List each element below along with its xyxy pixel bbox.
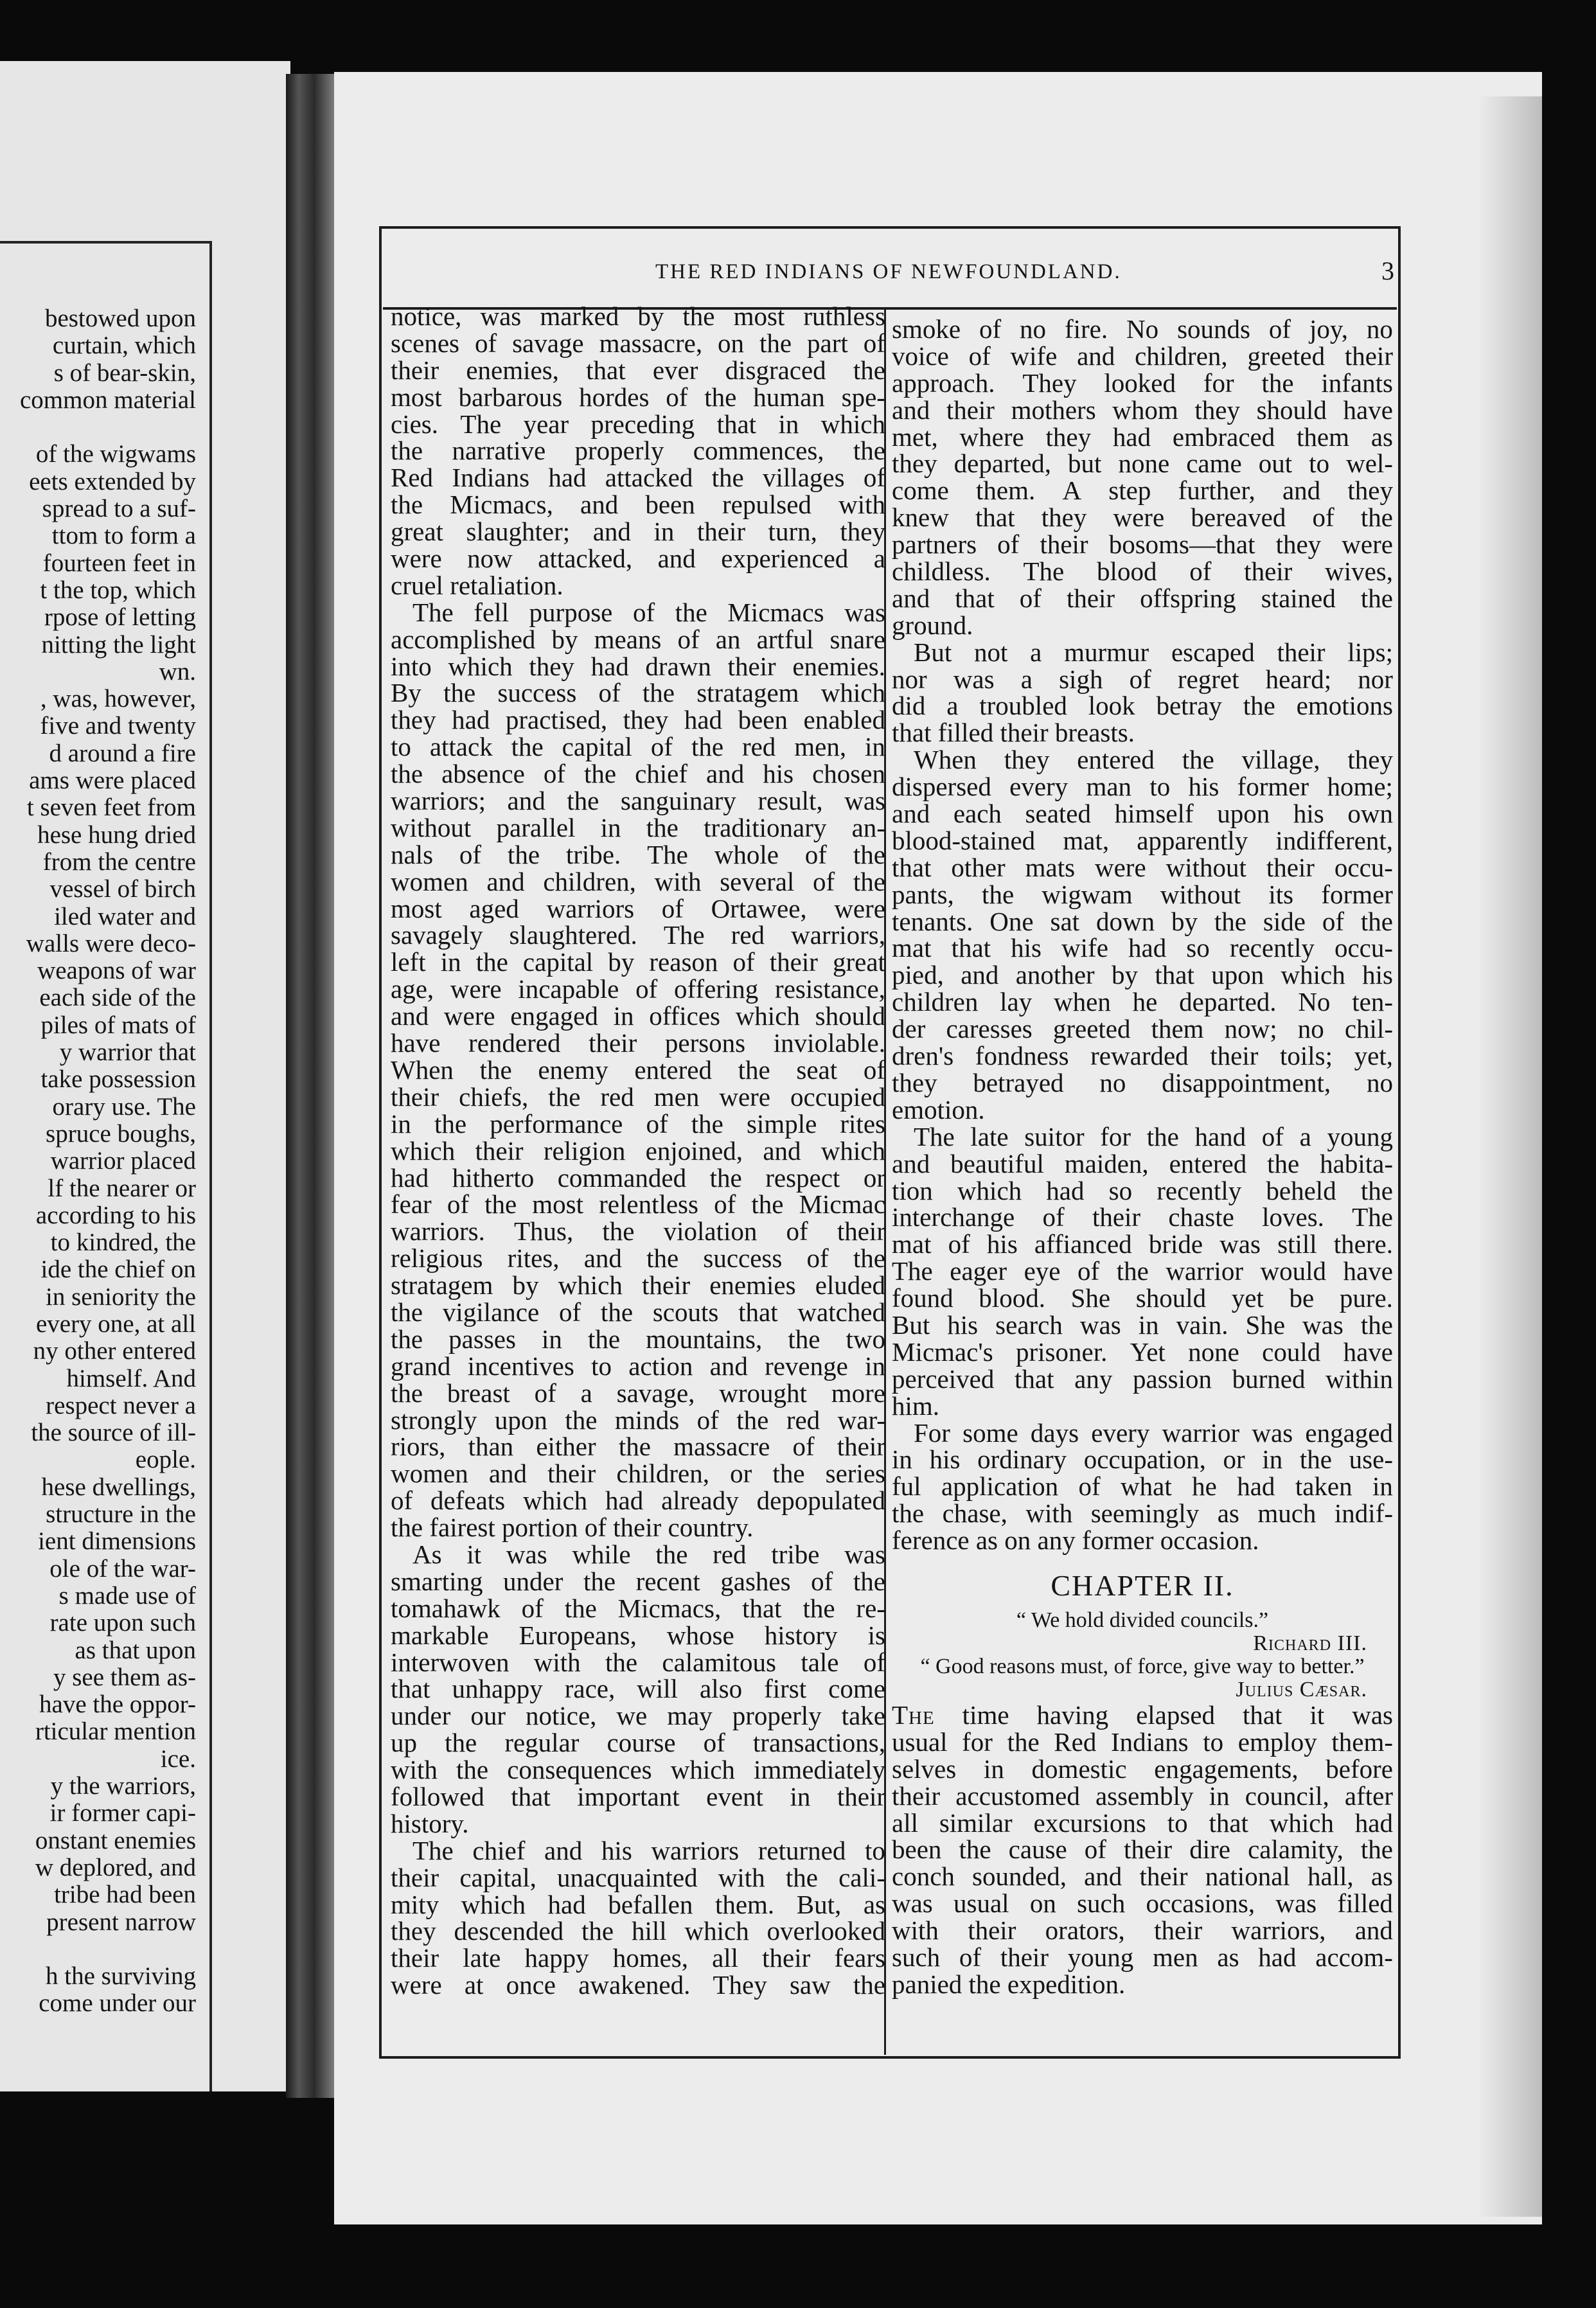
facing-page-line: iled water and: [54, 902, 196, 930]
running-head: THE RED INDIANS OF NEWFOUNDLAND.: [655, 260, 1122, 283]
text-line: markable Europeans, whose history is: [391, 1620, 885, 1650]
text-line: with the consequences which immediately: [391, 1755, 885, 1785]
text-line: childless. The blood of their wives,: [892, 556, 1393, 587]
text-line: and that of their offspring stained the: [892, 583, 1393, 613]
text-line: children lay when he departed. No ten-: [892, 987, 1393, 1017]
facing-page-line: ice.: [160, 1744, 196, 1773]
facing-page-line: hese dwellings,: [41, 1473, 196, 1501]
facing-page-line: of the wigwams: [35, 440, 196, 468]
text-line: warriors. Thus, the violation of their: [391, 1216, 885, 1247]
text-line: der caresses greeted them now; no chil-: [892, 1014, 1393, 1044]
epigraph-attribution: Richard III.: [1253, 1631, 1367, 1655]
text-line: dispersed every man to his former home;: [892, 772, 1393, 802]
text-line: that filled their breasts.: [892, 718, 1135, 748]
text-line: panied the expedition.: [892, 1969, 1126, 1999]
text-line: accomplished by means of an artful snare: [391, 624, 885, 654]
facing-page-line: ttom to form a: [51, 522, 196, 550]
facing-page-text-column: [0, 305, 196, 2018]
text-line: they had practised, they had been enabled: [391, 705, 885, 735]
facing-page-line: nitting the light: [41, 630, 196, 659]
chapter-heading: CHAPTER II.: [1051, 1568, 1234, 1602]
facing-page-line: ir former capi-: [49, 1799, 196, 1827]
text-line: Micmac's prisoner. Yet none could have: [892, 1336, 1393, 1367]
text-line: been the cause of their dire calamity, the: [892, 1834, 1393, 1865]
facing-page-line: structure in the: [46, 1500, 196, 1529]
text-line: they departed, but none came out to wel-: [892, 448, 1393, 479]
text-line: savagely slaughtered. The red warriors,: [391, 920, 885, 950]
text-line: their accustomed assembly in council, after: [892, 1780, 1393, 1811]
page-number: 3: [1381, 256, 1394, 285]
text-line: that other mats were without their occu-: [892, 852, 1393, 882]
facing-page-line: ole of the war-: [49, 1554, 196, 1583]
text-line: The time having elapsed that it was: [892, 1700, 1393, 1730]
facing-page-line: eople.: [135, 1446, 196, 1474]
text-line: tion which had so recently beheld the: [892, 1175, 1393, 1205]
text-line: ful application of what he had taken in: [892, 1471, 1393, 1502]
text-line: riors, than either the massacre of their: [391, 1432, 885, 1462]
text-line: smoke of no fire. No sounds of joy, no: [892, 314, 1393, 344]
epigraph-quote: “ Good reasons must, of force, give way to better.”: [920, 1654, 1365, 1678]
text-line: were now attacked, and experienced a: [391, 544, 885, 574]
text-line: tenants. One sat down by the side of the: [892, 906, 1393, 936]
text-line: they descended the hill which overlooked: [391, 1916, 885, 1946]
facing-page-line: y the warriors,: [50, 1772, 196, 1800]
facing-page-line: in seniority the: [46, 1283, 196, 1311]
text-line: history.: [391, 1808, 469, 1838]
facing-page-line: vessel of birch: [49, 875, 196, 903]
text-line: the breast of a savage, wrought more: [391, 1378, 885, 1408]
text-line: followed that important event in their: [391, 1781, 885, 1811]
facing-page-line: weapons of war: [37, 957, 196, 985]
text-line: found blood. She should yet be pure.: [892, 1283, 1393, 1313]
text-line: such of their young men as had accom-: [892, 1942, 1393, 1972]
text-line: fear of the most relentless of the Micmac: [391, 1189, 885, 1220]
text-line: in the performance of the simple rites: [391, 1108, 885, 1139]
text-line: The eager eye of the warrior would have: [892, 1256, 1393, 1286]
facing-page-line: take possession: [40, 1065, 196, 1094]
text-line: The late suitor for the hand of a young: [914, 1121, 1393, 1151]
facing-page-line: hese hung dried: [37, 821, 196, 849]
text-line: left in the capital by reason of their great: [391, 947, 885, 977]
text-line: mat that his wife had so recently occu-: [892, 933, 1393, 963]
text-line: The fell purpose of the Micmacs was: [412, 597, 885, 627]
facing-page-line: w deplored, and: [35, 1853, 196, 1881]
facing-page-line: the source of ill-: [31, 1419, 196, 1447]
text-column-2: [892, 316, 1393, 1998]
facing-page-line: fourteen feet in: [42, 549, 196, 577]
text-line: great slaughter; and in their turn, they: [391, 517, 885, 547]
facing-page-line: have the oppor-: [39, 1691, 196, 1719]
text-line: have rendered their persons inviolable.: [391, 1028, 885, 1058]
book-gutter: [286, 74, 337, 2098]
text-line: voice of wife and children, greeted their: [892, 341, 1393, 371]
text-line: had hitherto commanded the respect or: [391, 1162, 885, 1193]
text-line: the vigilance of the scouts that watched: [391, 1297, 885, 1327]
text-line: usual for the Red Indians to employ them-: [892, 1727, 1393, 1757]
facing-page-line: orary use. The: [52, 1092, 196, 1121]
text-line: did a troubled look betray the emotions: [892, 691, 1393, 721]
text-line: the Micmacs, and been repulsed with: [391, 490, 885, 520]
text-line: cruel retaliation.: [391, 570, 563, 600]
facing-page-line: t the top, which: [40, 576, 196, 604]
epigraph-quote: “ We hold divided councils.”: [1016, 1608, 1269, 1632]
text-line: For some days every warrior was engaged: [914, 1417, 1393, 1448]
facing-page-line: walls were deco-: [26, 929, 196, 957]
text-line: emotion.: [892, 1094, 985, 1124]
text-line: interwoven with the calamitous tale of: [391, 1647, 885, 1677]
text-line: interchange of their chaste loves. The: [892, 1202, 1393, 1232]
text-line: Red Indians had attacked the villages of: [391, 463, 885, 493]
facing-page-line: rate upon such: [49, 1609, 196, 1637]
text-line: which their religion enjoined, and which: [391, 1135, 885, 1166]
text-line: approach. They looked for the infants: [892, 368, 1393, 398]
facing-page-line: eets extended by: [29, 467, 196, 495]
text-line: smarting under the recent gashes of the: [391, 1566, 885, 1596]
text-line: stratagem by which their enemies eluded: [391, 1270, 885, 1300]
epigraph-attribution: Julius Cæsar.: [1236, 1677, 1367, 1701]
facing-page-top-rule: [0, 241, 212, 244]
facing-page-line: five and twenty: [40, 712, 196, 740]
text-line: with their orators, their warriors, and: [892, 1915, 1393, 1946]
text-line: The chief and his warriors returned to: [412, 1835, 885, 1865]
text-line: mity which had befallen them. But, as: [391, 1889, 885, 1919]
facing-page-line: to kindred, the: [50, 1229, 196, 1257]
facing-page-line: ient dimensions: [38, 1527, 196, 1556]
facing-page-line: lf the nearer or: [48, 1174, 196, 1202]
text-line: mat of his affianced bride was still there.: [892, 1229, 1393, 1259]
text-line: the fairest portion of their country.: [391, 1513, 754, 1543]
text-line: cies. The year preceding that in which: [391, 409, 885, 439]
text-line: him.: [892, 1390, 940, 1421]
text-line: their enemies, that ever disgraced the: [391, 355, 885, 385]
text-line: nals of the tribe. The whole of the: [391, 839, 885, 869]
facing-page-line: bestowed upon: [44, 305, 196, 332]
facing-page-line: [0, 1936, 196, 1963]
facing-page-line: onstant enemies: [35, 1826, 196, 1854]
facing-page-line: according to his: [35, 1201, 196, 1229]
facing-page-line: himself. And: [66, 1364, 196, 1392]
facing-page-line: each side of the: [39, 984, 196, 1012]
text-line: their capital, unacquainted with the cali-: [391, 1862, 885, 1892]
facing-page-line: come under our: [39, 1989, 196, 2018]
text-line: most aged warriors of Ortawee, were: [391, 893, 885, 923]
page-edge-shadow: [1478, 96, 1542, 2217]
text-line: the passes in the mountains, the two: [391, 1324, 885, 1354]
text-line: By the success of the stratagem which: [391, 678, 885, 708]
facing-page-line: as that upon: [75, 1636, 196, 1664]
text-line: tomahawk of the Micmacs, that the re-: [391, 1593, 885, 1623]
text-line: dren's fondness rewarded their toils; yet,: [892, 1041, 1393, 1071]
facing-page-line: [0, 414, 196, 441]
text-line: partners of their bosoms—that they were: [892, 529, 1393, 560]
facing-page-line: every one, at all: [35, 1309, 196, 1338]
text-line: blood-stained mat, apparently indifferent,: [892, 825, 1393, 855]
text-line: strongly upon the minds of the red war-: [391, 1405, 885, 1435]
facing-page-line: s made use of: [58, 1581, 196, 1610]
text-column-1: [391, 303, 885, 1999]
text-line: into which they had drawn their enemies.: [391, 651, 885, 681]
facing-page-line: y warrior that: [59, 1038, 196, 1067]
facing-page-line: tribe had been: [54, 1881, 196, 1909]
text-line: under our notice, we may properly take: [391, 1701, 885, 1731]
text-line: religious rites, and the success of the: [391, 1243, 885, 1274]
text-line: But not a murmur escaped their lips;: [914, 637, 1393, 667]
facing-page-line: d around a fire: [49, 739, 196, 767]
text-line: without parallel in the traditionary an-: [391, 812, 885, 842]
text-line: grand incentives to action and revenge in: [391, 1351, 885, 1381]
facing-page-line: spruce boughs,: [46, 1119, 196, 1148]
text-line: knew that they were bereaved of the: [892, 502, 1393, 533]
facing-page-line: warrior placed: [50, 1147, 196, 1175]
text-line: When the enemy entered the seat of: [391, 1054, 885, 1085]
text-line: was usual on such occasions, was filled: [892, 1888, 1393, 1919]
facing-page-line: present narrow: [46, 1908, 196, 1936]
text-line: women and children, with several of the: [391, 866, 885, 896]
facing-page-line: wn.: [159, 657, 196, 686]
text-line: were at once awakened. They saw the: [391, 1970, 885, 2000]
text-line: their chiefs, the red men were occupied: [391, 1081, 885, 1112]
facing-page-line: y see them as-: [53, 1663, 196, 1691]
text-line: their late happy homes, all their fears: [391, 1943, 885, 1973]
text-line: selves in domestic engagements, before: [892, 1753, 1393, 1784]
text-line: notice, was marked by the most ruthless: [391, 301, 885, 331]
facing-page-line: from the centre: [42, 848, 196, 876]
text-line: warriors; and the sanguinary result, was: [391, 786, 885, 816]
facing-page-side-rule: [209, 241, 212, 2091]
text-line: scenes of savage massacre, on the part of: [391, 328, 885, 358]
text-line: of defeats which had already depopulated: [391, 1486, 885, 1516]
facing-page-line: curtain, which: [52, 332, 196, 360]
text-line: and each seated himself upon his own: [892, 799, 1393, 829]
facing-page-line: rticular mention: [35, 1718, 196, 1746]
text-line: conch sounded, and their national hall, as: [892, 1861, 1393, 1892]
facing-page-line: s of bear-skin,: [53, 359, 196, 387]
facing-page: [0, 61, 290, 2091]
facing-page-line: common material: [20, 386, 196, 414]
facing-page-line: ny other entered: [33, 1337, 196, 1365]
text-line: met, where they had embraced them as: [892, 422, 1393, 452]
text-line: and were engaged in offices which should: [391, 1001, 885, 1031]
facing-page-line: ide the chief on: [40, 1256, 196, 1284]
text-line: and their mothers whom they should have: [892, 395, 1393, 425]
text-line: up the regular course of transactions,: [391, 1728, 885, 1758]
text-line: the absence of the chief and his chosen: [391, 759, 885, 789]
text-line: pants, the wigwam without its former: [892, 879, 1393, 909]
text-line: ground.: [892, 610, 973, 640]
facing-page-line: spread to a suf-: [42, 495, 196, 523]
text-line: But his search was in vain. She was the: [892, 1309, 1393, 1340]
text-line: When they entered the village, they: [914, 745, 1393, 775]
text-line: the narrative properly commences, the: [391, 436, 885, 466]
text-line: come them. A step further, and they: [892, 475, 1393, 506]
text-line: women and their children, or the series: [391, 1459, 885, 1489]
text-line: ference as on any former occasion.: [892, 1525, 1259, 1556]
facing-page-line: piles of mats of: [40, 1011, 196, 1039]
text-line: in his ordinary occupation, or in the use-: [892, 1444, 1393, 1475]
facing-page-line: respect never a: [46, 1391, 196, 1419]
text-line: As it was while the red tribe was: [412, 1539, 885, 1569]
text-line: all similar excursions to that which had: [892, 1807, 1393, 1838]
facing-page-line: ams were placed: [29, 767, 196, 795]
text-line: they betrayed no disappointment, no: [892, 1067, 1393, 1097]
text-line: to attack the capital of the red men, in: [391, 732, 885, 762]
text-line: pied, and another by that upon which his: [892, 960, 1393, 990]
text-line: nor was a sigh of regret heard; nor: [892, 664, 1393, 694]
text-line: the chase, with seemingly as much indif-: [892, 1498, 1393, 1529]
facing-page-line: , was, however,: [40, 685, 196, 713]
facing-page-line: h the surviving: [46, 1962, 196, 1991]
text-line: perceived that any passion burned within: [892, 1363, 1393, 1394]
text-line: and beautiful maiden, entered the habita-: [892, 1148, 1393, 1178]
text-line: most barbarous hordes of the human spe-: [391, 382, 885, 412]
facing-page-line: t seven feet from: [26, 794, 196, 822]
facing-page-line: rpose of letting: [44, 603, 196, 632]
text-line: that unhappy race, will also first come: [391, 1674, 885, 1704]
text-line: age, were incapable of offering resistance,: [391, 974, 885, 1004]
